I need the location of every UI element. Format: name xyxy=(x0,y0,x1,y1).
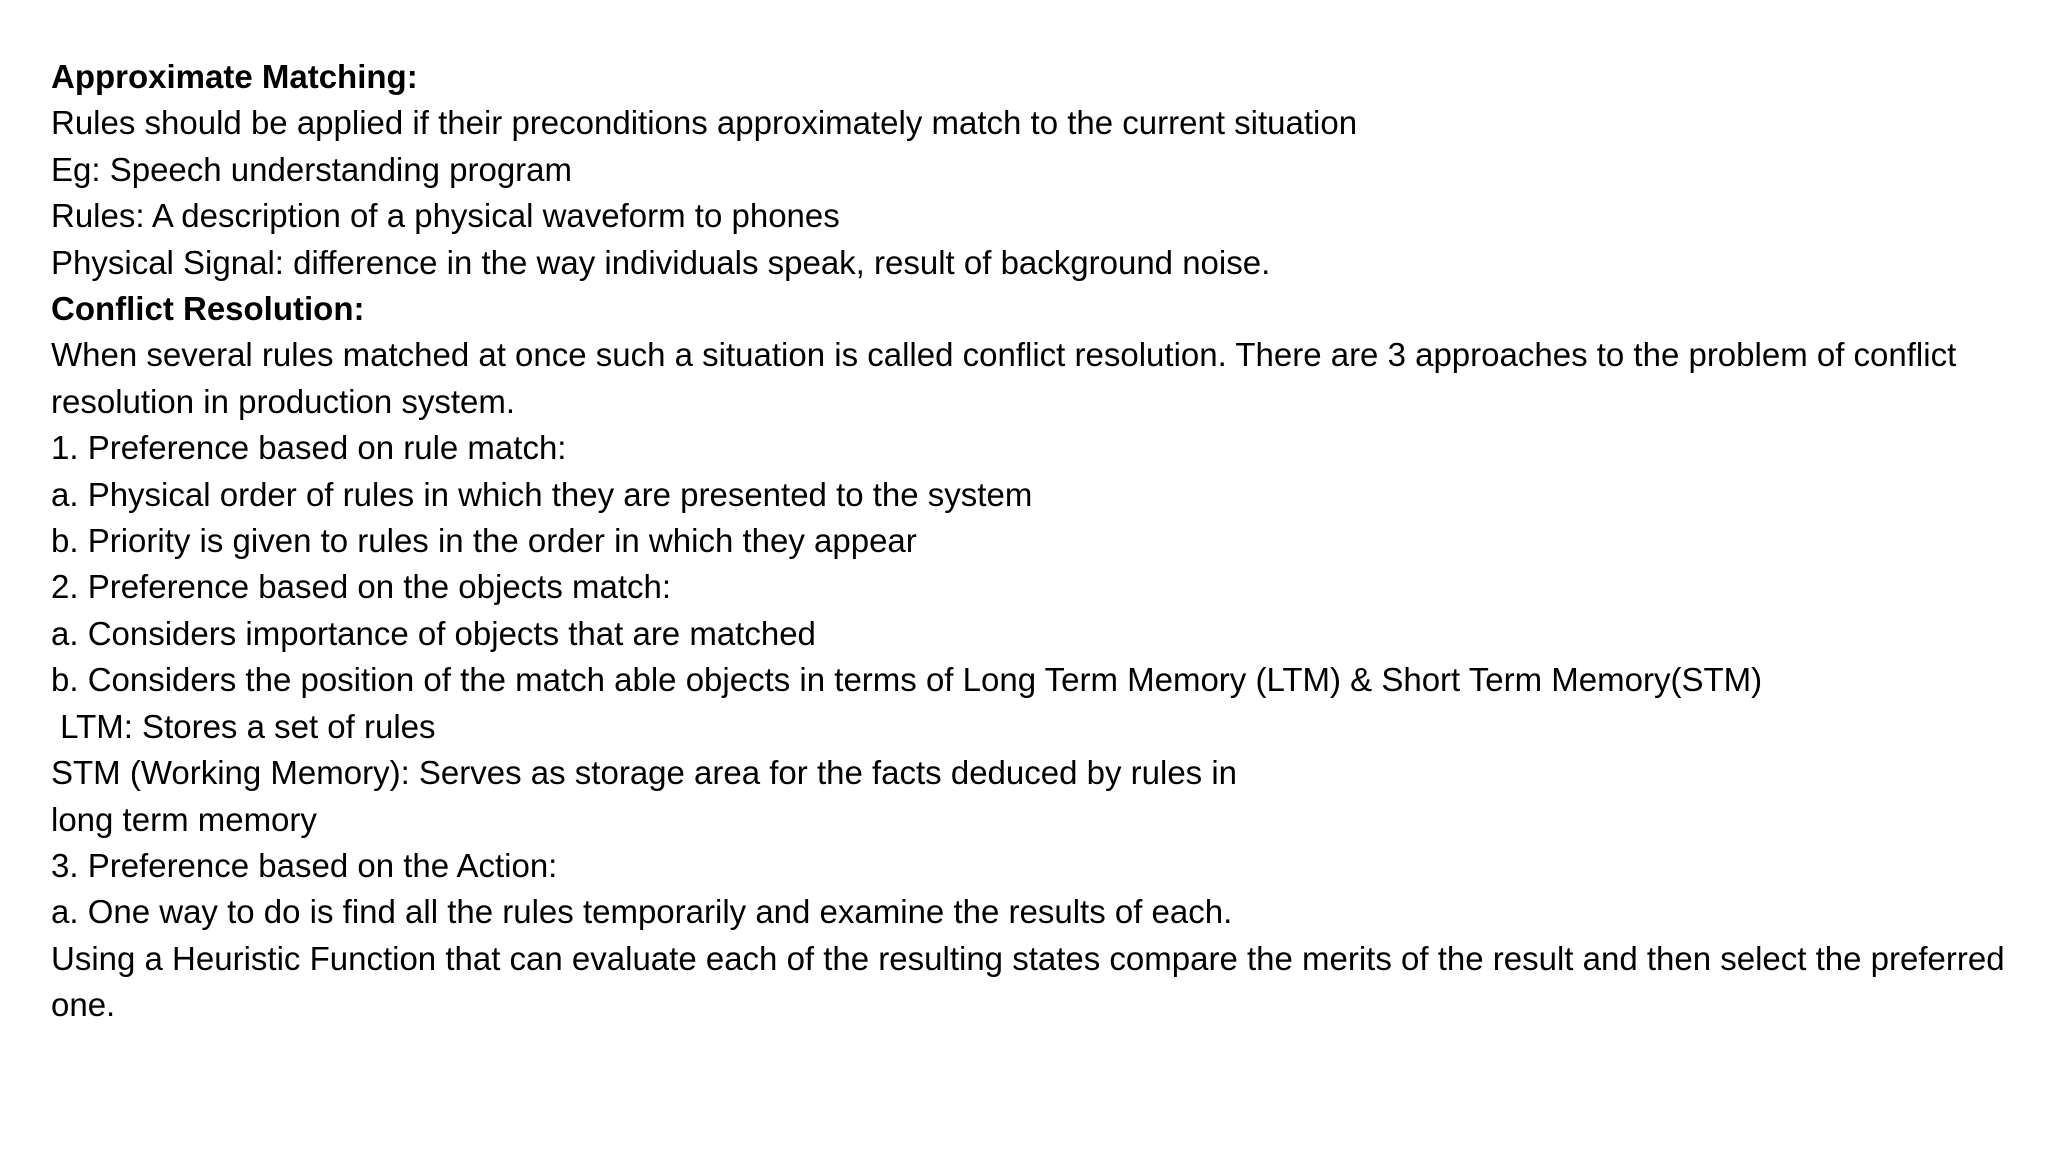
stm-line-1: STM (Working Memory): Serves as storage area for the facts deduced by rules in xyxy=(51,754,1238,792)
slide-text-body xyxy=(51,54,2011,1029)
heading-approximate-matching: Approximate Matching: xyxy=(51,58,418,95)
list-item-3: 3. Preference based on the Action: xyxy=(51,846,558,884)
list-item-1b: b. Priority is given to rules in the order in which they appear xyxy=(51,522,917,560)
stm-line-2: long term memory xyxy=(51,800,317,838)
approx-text-line-3: Rules: A description of a physical waveform to phones xyxy=(51,197,840,235)
list-item-2: 2. Preference based on the objects match: xyxy=(51,568,672,606)
list-item-1a: a. Physical order of rules in which they are presented to the system xyxy=(51,475,1033,513)
approx-text-line-4: Physical Signal: difference in the way individuals speak, result of background noise. xyxy=(51,243,1271,281)
approx-text-line-1: Rules should be applied if their preconditions approximately match to the current situation xyxy=(51,104,1358,142)
list-item-1: 1. Preference based on rule match: xyxy=(51,429,567,467)
list-item-2a: a. Considers importance of objects that are matched xyxy=(51,614,816,652)
list-item-3a: a. One way to do is find all the rules temporarily and examine the results of each. xyxy=(51,893,1233,931)
list-item-2b: b. Considers the position of the match able objects in terms of Long Term Memory (LTM) & Short Term Memory(STM) xyxy=(51,661,1763,699)
heuristic-paragraph: Using a Heuristic Function that can evaluate each of the resulting states compare the merits of the result and then select the preferred one. xyxy=(51,939,2005,1024)
heading-conflict-resolution: Conflict Resolution: xyxy=(51,290,365,328)
ltm-line: LTM: Stores a set of rules xyxy=(51,707,436,745)
approx-text-line-2: Eg: Speech understanding program xyxy=(51,150,573,188)
conflict-paragraph: When several rules matched at once such a situation is called conflict resolution. There are 3 approaches to the problem of conflict resolution in production system. xyxy=(51,336,1957,420)
